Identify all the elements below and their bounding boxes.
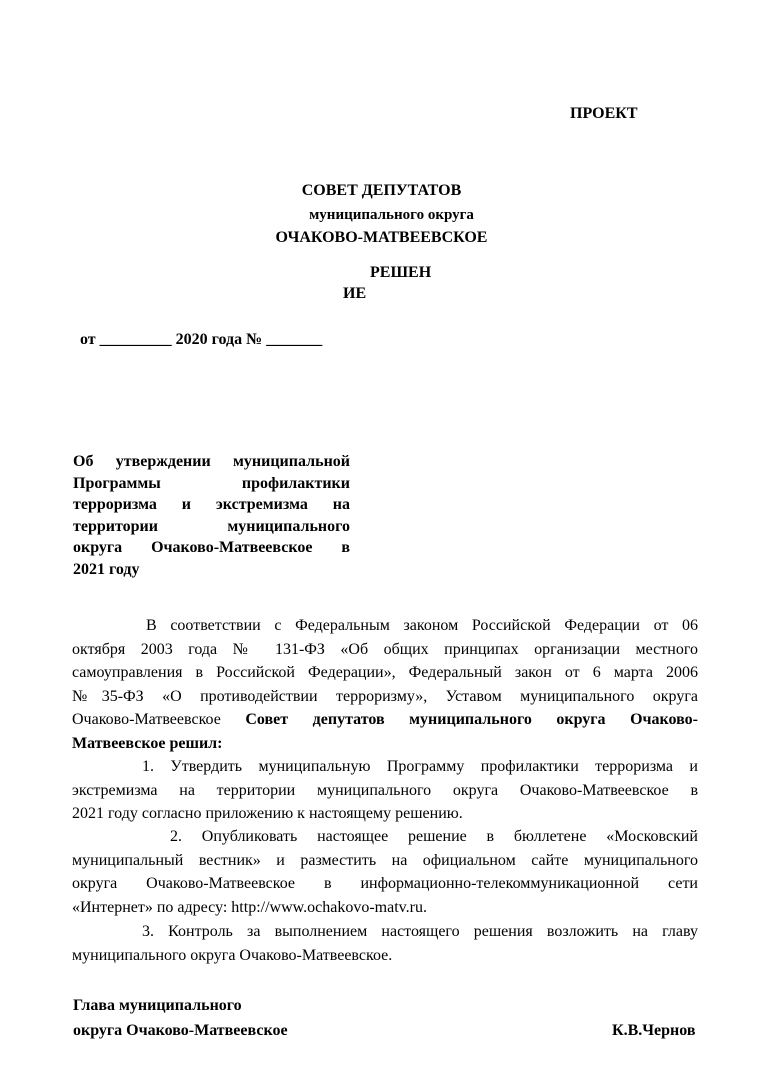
project-stamp: ПРОЕКТ bbox=[570, 105, 638, 122]
subject-line: терроризма и экстремизма на bbox=[73, 496, 350, 513]
text-line: муниципальный вестник» и разместить на официальном сайте муниципального bbox=[72, 851, 698, 869]
text-line: 2. Опубликовать настоящее решение в бюллетене «Московский bbox=[170, 828, 698, 845]
text-line: «Интернет» по адресу: http://www.ochakovo-matv.ru. bbox=[72, 898, 427, 916]
council-subtitle: муниципального округа bbox=[309, 207, 474, 223]
text-line: №35-ФЗ «О противодействии терроризму», Уставом муниципального округа bbox=[72, 687, 698, 705]
subject-line: Об утверждении муниципальной bbox=[73, 453, 350, 470]
council-title: СОВЕТ ДЕПУТАТОВ bbox=[301, 182, 462, 199]
signatory-title-line1: Глава муниципального bbox=[73, 997, 242, 1014]
text-line: 3. Контроль за выполнением настоящего решения возложить на главу bbox=[142, 923, 698, 940]
decision-heading-part2: ИЕ bbox=[343, 285, 367, 302]
text-line: самоуправления в Российской Федерации», Федеральный закон от 6 марта 2006 bbox=[72, 664, 698, 681]
text-bold: Совет депутатов муниципального округа Очаково- bbox=[245, 711, 699, 728]
clause-3 bbox=[72, 920, 698, 967]
decision-subject bbox=[73, 451, 350, 580]
text-line: муниципального округа Очаково-Матвеевское. bbox=[72, 946, 393, 964]
clause-1 bbox=[72, 755, 698, 826]
text-line: округа Очаково-Матвеевское в информационно-телекоммуникационной сети bbox=[72, 875, 698, 892]
text-line: Матвеевское решил: bbox=[72, 734, 223, 752]
subject-line: округа Очаково-Матвеевское в bbox=[73, 539, 350, 556]
subject-line: территории муниципального bbox=[73, 517, 350, 535]
council-district: ОЧАКОВО-МАТВЕЕВСКОЕ bbox=[275, 229, 488, 246]
text-line: 2021 году согласно приложению к настоящему решению. bbox=[72, 805, 463, 822]
text-line: октября 2003 года № 131-ФЗ «Об общих принципах организации местного bbox=[72, 640, 698, 658]
text-normal: Очаково-Матвеевское bbox=[72, 711, 246, 728]
text-line: экстремизма на территории муниципального округа Очаково-Матвеевское в bbox=[72, 781, 698, 799]
preamble-paragraph bbox=[72, 614, 698, 755]
signatory-name: К.В.Чернов bbox=[612, 1022, 696, 1039]
text-line bbox=[72, 708, 698, 732]
text-line: В соответствии с Федеральным законом Российской Федерации от 06 bbox=[146, 617, 698, 634]
text-line: 1. Утвердить муниципальную Программу профилактики терроризма и bbox=[142, 758, 698, 775]
decision-heading-part1: РЕШЕН bbox=[370, 264, 432, 281]
subject-line: Программы профилактики bbox=[73, 474, 350, 492]
clause-2 bbox=[72, 825, 698, 919]
signatory-title-line2: округа Очаково-Матвеевское bbox=[73, 1022, 288, 1039]
decision-date-line: от _________ 2020 года № _______ bbox=[80, 331, 323, 348]
subject-line: 2021 году bbox=[73, 560, 140, 578]
